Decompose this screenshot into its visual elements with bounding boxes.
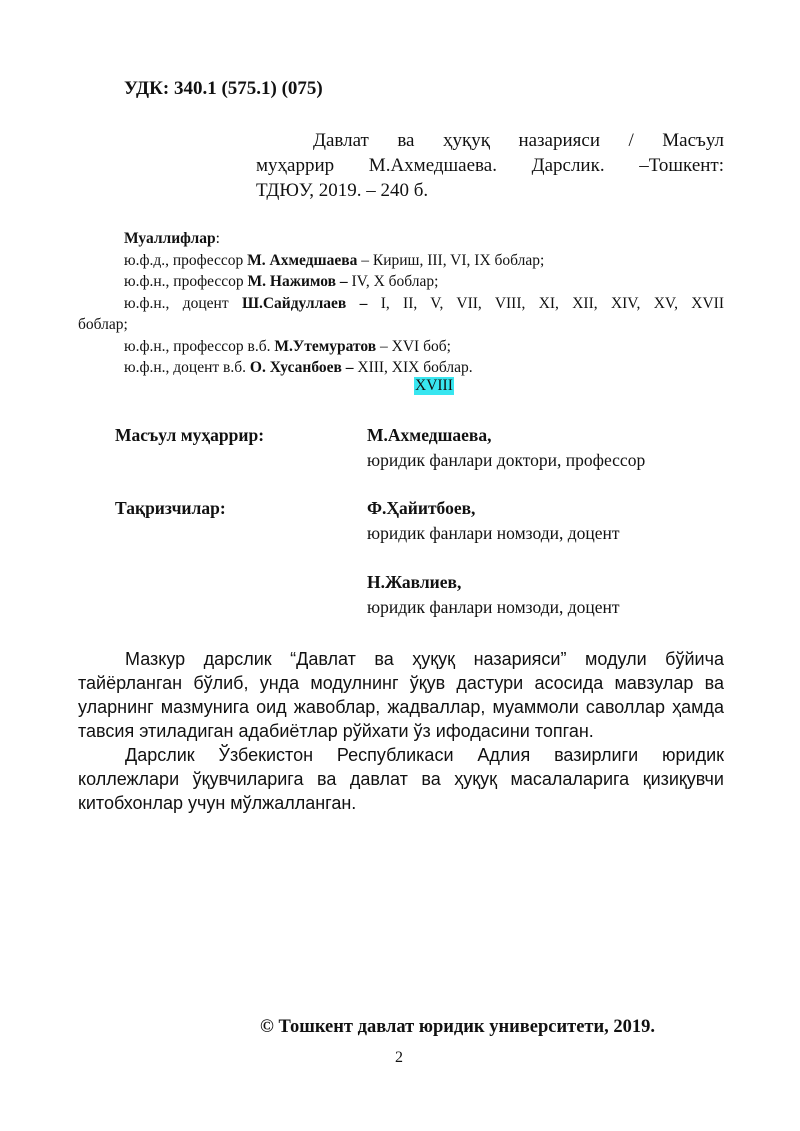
citation-line-2: муҳаррир М.Ахмедшаева. Дарслик. –Тошкент: xyxy=(256,155,724,176)
author-line: ю.ф.н., профессор М. Нажимов – IV, X боблар; xyxy=(124,273,439,290)
editor-name: М.Ахмедшаева, xyxy=(367,425,492,445)
editor-title: юридик фанлари доктори, профессор xyxy=(367,450,646,470)
reviewer-name: Н.Жавлиев, xyxy=(367,572,462,592)
author-line-continuation: боблар; xyxy=(78,316,128,333)
citation-line-3: ТДЮУ, 2019. – 240 б. xyxy=(256,180,429,201)
abstract xyxy=(78,647,724,815)
abstract-paragraph: Мазкур дарслик “Давлат ва ҳуқуқ назарияси” модули бўйича тайёрланган бўлиб, унда модулнинг ўқув дастури асосида мавзулар ва уларнинг мазмунига оид жавоблар, жадваллар, муаммоли саволлар ҳамда тавсия этиладиган адабиётлар рўйхати ўз ифодасини топган. xyxy=(78,649,724,741)
author-line: ю.ф.н., доцент Ш.Сайдуллаев – I, II, V, VII, VIII, XI, XII, XIV, XV, XVII xyxy=(124,294,724,312)
citation-line-1: Давлат ва ҳуқуқ назарияси / Масъул xyxy=(313,130,724,151)
reviewers-label: Тақризчилар: xyxy=(115,498,226,518)
editor-label: Масъул муҳаррир: xyxy=(115,425,265,445)
bibliographic-citation xyxy=(256,128,724,203)
reviewer-title: юридик фанлари номзоди, доцент xyxy=(367,523,620,543)
authors-block xyxy=(78,228,724,379)
author-line: ю.ф.н., профессор в.б. М.Утемуратов – XVI боб; xyxy=(124,337,451,355)
page-number: 2 xyxy=(395,1049,403,1066)
abstract-paragraph: Дарслик Ўзбекистон Республикаси Адлия вазирлиги юридик коллежлари ўқувчиларига ва давлат ва ҳуқуқ масалаларига қизиқувчи китобхонлар учун мўлжалланган. xyxy=(78,745,724,813)
copyright-notice: © Тошкент давлат юридик университети, 2019. xyxy=(260,1017,656,1037)
author-line: ю.ф.н., доцент в.б. О. Хусанбоев – XIII, XIX боблар. xyxy=(124,359,473,376)
author-line: ю.ф.д., профессор М. Ахмедшаева – Кириш, III, VI, IX боблар; xyxy=(124,251,545,269)
reviewer-name: Ф.Ҳайитбоев, xyxy=(367,498,476,518)
reviewer-title: юридик фанлари номзоди, доцент xyxy=(367,597,620,617)
highlighted-chapter-number: XVIII xyxy=(415,377,453,394)
udk-code: УДК: 340.1 (575.1) (075) xyxy=(124,78,323,99)
authors-header: Муаллифлар: xyxy=(124,230,220,247)
